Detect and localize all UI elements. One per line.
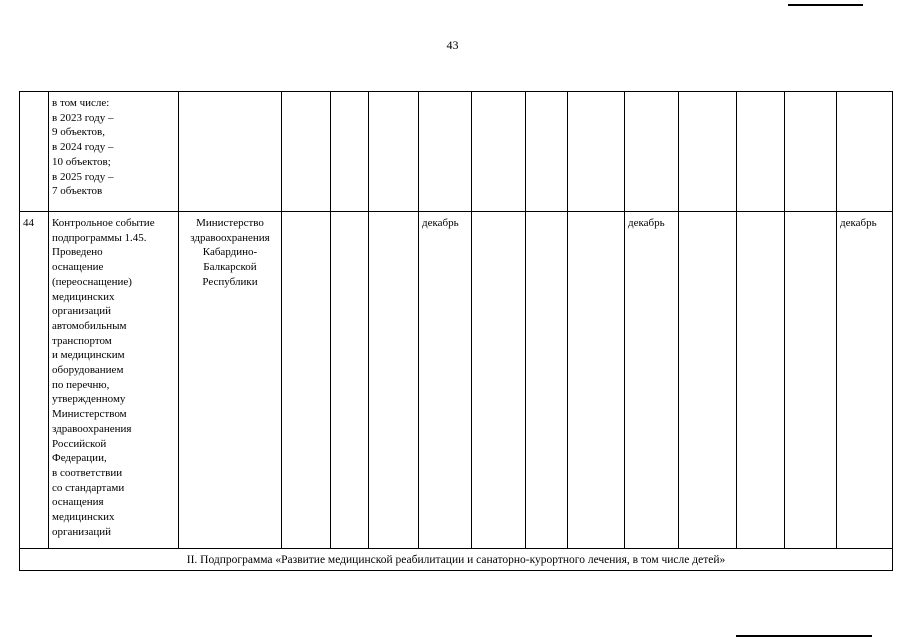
schedule-cell bbox=[785, 212, 837, 549]
description-line: утвержденному bbox=[52, 393, 126, 406]
subprogram-heading: II. Подпрограмма «Развитие медицинской реабилитации и санаторно-курортного лечения, в том числе детей» bbox=[20, 549, 893, 571]
description-line: по перечню, bbox=[52, 378, 110, 391]
schedule-cell bbox=[837, 92, 893, 212]
description-line: автомобильным bbox=[52, 319, 127, 332]
description-line: в том числе: bbox=[52, 97, 110, 109]
responsible-cell bbox=[179, 92, 282, 212]
description-line: в 2025 году – bbox=[52, 170, 114, 183]
description-line: 10 объектов; bbox=[52, 155, 111, 168]
description-line: Федерации, bbox=[52, 452, 107, 465]
description-line: 9 объектов, bbox=[52, 126, 105, 139]
description-line: подпрограммы 1.45. bbox=[52, 231, 147, 244]
measures-table bbox=[19, 91, 893, 571]
schedule-cell-deadline: декабрь bbox=[419, 212, 472, 549]
description-line: Проведено bbox=[52, 246, 103, 259]
schedule-cell-deadline: декабрь bbox=[837, 212, 893, 549]
schedule-cell bbox=[568, 212, 625, 549]
description-line: Контрольное событие bbox=[52, 217, 155, 229]
schedule-cell bbox=[369, 92, 419, 212]
schedule-cell bbox=[282, 92, 331, 212]
ministry-line: Балкарской bbox=[203, 261, 257, 274]
table-row-continued bbox=[20, 92, 893, 212]
schedule-cell bbox=[679, 92, 737, 212]
description-line: организаций bbox=[52, 305, 112, 318]
row-number bbox=[20, 92, 49, 212]
schedule-cell bbox=[369, 212, 419, 549]
ministry-line: Республики bbox=[202, 275, 258, 288]
description-line: Министерством bbox=[52, 408, 127, 421]
schedule-cell bbox=[568, 92, 625, 212]
description-line: Российской bbox=[52, 437, 107, 450]
schedule-cell bbox=[625, 92, 679, 212]
schedule-cell bbox=[526, 92, 568, 212]
description-line: организаций bbox=[52, 525, 112, 538]
description-line: в 2024 году – bbox=[52, 141, 114, 154]
description-line: и медицинским bbox=[52, 349, 125, 362]
schedule-cell bbox=[282, 212, 331, 549]
schedule-cell bbox=[472, 92, 526, 212]
description-line: оснащения bbox=[52, 496, 104, 509]
measure-description bbox=[49, 212, 179, 549]
description-line: транспортом bbox=[52, 334, 112, 347]
schedule-cell bbox=[526, 212, 568, 549]
schedule-cell bbox=[331, 212, 369, 549]
schedule-cell bbox=[679, 212, 737, 549]
description-line: оборудованием bbox=[52, 364, 124, 377]
description-line: оснащение bbox=[52, 261, 104, 274]
schedule-cell-deadline: декабрь bbox=[625, 212, 679, 549]
table-row-44 bbox=[20, 212, 893, 549]
row-number: 44 bbox=[20, 212, 49, 549]
schedule-cell bbox=[419, 92, 472, 212]
description-line: медицинских bbox=[52, 290, 115, 303]
description-line: (переоснащение) bbox=[52, 275, 132, 288]
page-number: 43 bbox=[446, 38, 459, 52]
schedule-cell bbox=[785, 92, 837, 212]
ministry-line: здравоохранения bbox=[190, 231, 270, 244]
schedule-cell bbox=[737, 92, 785, 212]
schedule-cell bbox=[331, 92, 369, 212]
schedule-cell bbox=[737, 212, 785, 549]
description-line: в 2023 году – bbox=[52, 111, 114, 124]
schedule-cell bbox=[472, 212, 526, 549]
ministry-line: Кабардино- bbox=[202, 246, 258, 259]
measure-description bbox=[49, 92, 179, 212]
description-line: здравоохранения bbox=[52, 422, 132, 435]
responsible-ministry bbox=[179, 212, 282, 549]
ministry-line: Министерство bbox=[196, 217, 264, 229]
top-edge-mark bbox=[788, 0, 863, 6]
table-row-subprogram bbox=[20, 549, 893, 571]
description-line: в соответствии bbox=[52, 466, 123, 479]
description-line: 7 объектов bbox=[52, 185, 103, 198]
description-line: со стандартами bbox=[52, 481, 125, 494]
description-line: медицинских bbox=[52, 511, 115, 524]
bottom-edge-mark bbox=[736, 635, 872, 637]
